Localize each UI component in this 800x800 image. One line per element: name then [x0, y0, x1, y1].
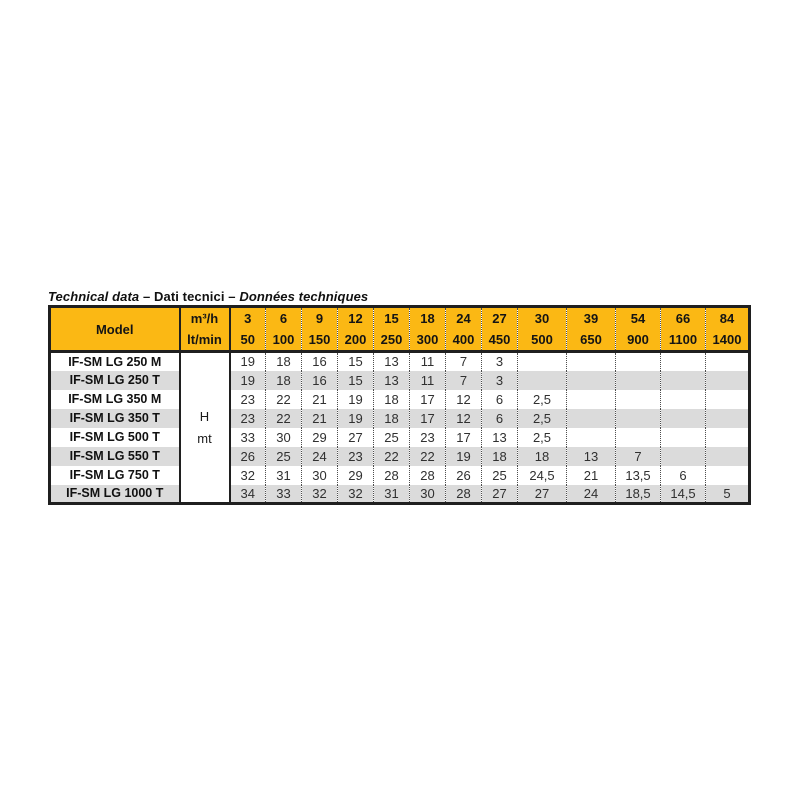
value-cell: 32 — [302, 485, 338, 504]
value-cell: 19 — [230, 371, 266, 390]
table-body — [50, 352, 750, 504]
value-cell: 18 — [374, 409, 410, 428]
flow-ltmin-value: 50 — [240, 332, 255, 347]
value-cell: 6 — [482, 390, 518, 409]
value-cell: 15 — [338, 352, 374, 371]
value-cell: 29 — [338, 466, 374, 485]
value-cell: 30 — [266, 428, 302, 447]
value-cell — [706, 390, 750, 409]
flow-m3h-value: 3 — [244, 311, 252, 326]
value-cell: 22 — [410, 447, 446, 466]
value-cell: 7 — [446, 352, 482, 371]
value-cell: 28 — [446, 485, 482, 504]
value-cell: 32 — [338, 485, 374, 504]
flow-ltmin-value: 200 — [344, 332, 367, 347]
value-cell — [567, 352, 616, 371]
flow-ltmin-value: 150 — [308, 332, 331, 347]
flow-m3h-value: 12 — [348, 311, 363, 326]
value-cell: 5 — [706, 485, 750, 504]
value-cell: 13 — [482, 428, 518, 447]
model-column-header: Model — [50, 307, 180, 352]
value-cell — [661, 409, 706, 428]
flow-header-cell-15 — [374, 307, 410, 352]
value-cell: 17 — [410, 409, 446, 428]
value-cell: 19 — [338, 409, 374, 428]
value-cell — [616, 409, 661, 428]
value-cell: 23 — [240, 391, 255, 407]
value-cell — [706, 447, 750, 466]
model-cell: IF-SM LG 250 M — [68, 354, 162, 369]
unit-header-ltmin: lt/min — [187, 332, 222, 347]
table-row — [50, 485, 750, 504]
flow-header-cell-3 — [230, 307, 266, 352]
value-cell: 7 — [616, 447, 661, 466]
value-cell: 19 — [240, 354, 255, 370]
value-cell: 16 — [302, 352, 338, 371]
value-cell: 31 — [266, 466, 302, 485]
value-cell — [616, 352, 661, 371]
flow-header-cell-39 — [567, 307, 616, 352]
value-cell — [661, 390, 706, 409]
caption-french: Données techniques — [239, 289, 369, 304]
value-cell: 19 — [338, 390, 374, 409]
unit-merged-cell — [180, 352, 230, 504]
flow-header-cell-12 — [338, 307, 374, 352]
value-cell: 31 — [374, 485, 410, 504]
flow-header-cell-54 — [616, 307, 661, 352]
table-row — [50, 371, 750, 390]
value-cell: 3 — [482, 371, 518, 390]
value-cell — [616, 371, 661, 390]
value-cell: 21 — [567, 466, 616, 485]
flow-header-cell-6 — [266, 307, 302, 352]
value-cell: 32 — [240, 467, 255, 483]
caption-english: Technical data — [48, 289, 140, 304]
flow-ltmin-value: 500 — [531, 332, 553, 347]
model-cell: IF-SM LG 750 T — [69, 468, 160, 482]
flow-m3h-value: 18 — [420, 311, 435, 326]
value-cell: 21 — [302, 409, 338, 428]
value-cell: 30 — [302, 466, 338, 485]
flow-m3h-value: 27 — [492, 311, 507, 326]
value-cell: 18 — [482, 447, 518, 466]
value-cell — [518, 371, 567, 390]
value-cell — [518, 352, 567, 371]
table-row — [50, 428, 750, 447]
value-cell: 25 — [266, 447, 302, 466]
value-cell: 25 — [374, 428, 410, 447]
flow-m3h-value: 9 — [315, 311, 324, 326]
flow-header-cell-84 — [706, 307, 750, 352]
model-cell: IF-SM LG 350 T — [50, 409, 180, 428]
flow-ltmin-value: 250 — [380, 332, 403, 347]
flow-ltmin-value: 400 — [452, 332, 475, 347]
flow-m3h-value: 84 — [719, 311, 735, 326]
value-cell — [706, 371, 750, 390]
value-cell: 14,5 — [661, 485, 706, 504]
model-cell: IF-SM LG 500 T — [69, 430, 160, 444]
caption-italian: Dati tecnici — [154, 289, 225, 304]
model-cell: IF-SM LG 1000 T — [50, 485, 180, 504]
value-cell: 22 — [266, 409, 302, 428]
value-cell: 27 — [338, 428, 374, 447]
table-row — [50, 409, 750, 428]
value-cell: 16 — [302, 371, 338, 390]
value-cell: 27 — [482, 485, 518, 504]
unit-column-header — [180, 307, 230, 352]
flow-header-cell-24 — [446, 307, 482, 352]
value-cell: 2,5 — [518, 409, 567, 428]
value-cell — [616, 390, 661, 409]
caption-separator-1: – — [139, 289, 154, 304]
flow-ltmin-value: 450 — [488, 332, 511, 347]
value-cell: 12 — [446, 390, 482, 409]
value-cell: 18 — [518, 447, 567, 466]
value-cell: 17 — [410, 390, 446, 409]
flow-m3h-value: 54 — [630, 311, 646, 326]
value-cell: 29 — [302, 428, 338, 447]
flow-header-cell-18 — [410, 307, 446, 352]
head-symbol: H — [199, 408, 210, 424]
technical-data-table — [48, 305, 751, 505]
value-cell: 33 — [240, 429, 255, 445]
table-caption — [48, 289, 368, 304]
table-row — [50, 352, 750, 371]
value-cell: 24 — [302, 447, 338, 466]
flow-m3h-value: 24 — [456, 311, 471, 326]
value-cell: 28 — [410, 466, 446, 485]
flow-m3h-value: 6 — [279, 311, 288, 326]
value-cell: 18 — [374, 390, 410, 409]
value-cell: 22 — [374, 447, 410, 466]
value-cell — [567, 371, 616, 390]
value-cell: 13 — [374, 371, 410, 390]
value-cell: 13 — [374, 352, 410, 371]
flow-ltmin-value: 1100 — [668, 332, 698, 347]
value-cell: 18 — [266, 352, 302, 371]
flow-m3h-value: 15 — [384, 311, 399, 326]
table-row — [50, 390, 750, 409]
flow-m3h-value: 39 — [583, 311, 599, 326]
model-cell: IF-SM LG 350 M — [68, 392, 162, 406]
value-cell: 15 — [338, 371, 374, 390]
value-cell: 23 — [230, 409, 266, 428]
value-cell: 24 — [567, 485, 616, 504]
value-cell — [661, 447, 706, 466]
value-cell: 27 — [518, 485, 567, 504]
value-cell — [661, 371, 706, 390]
flow-ltmin-value: 100 — [272, 332, 295, 347]
value-cell: 13 — [567, 447, 616, 466]
value-cell — [706, 428, 750, 447]
value-cell: 6 — [661, 466, 706, 485]
model-cell: IF-SM LG 550 T — [50, 447, 180, 466]
value-cell: 34 — [230, 485, 266, 504]
value-cell: 2,5 — [518, 428, 567, 447]
value-cell: 25 — [482, 466, 518, 485]
table-header-row — [50, 307, 750, 352]
value-cell: 21 — [302, 390, 338, 409]
flow-header-cell-9 — [302, 307, 338, 352]
flow-ltmin-value: 650 — [580, 332, 602, 347]
value-cell: 22 — [266, 390, 302, 409]
flow-ltmin-value: 900 — [627, 332, 649, 347]
value-cell: 19 — [446, 447, 482, 466]
value-cell — [567, 390, 616, 409]
value-cell — [616, 428, 661, 447]
value-cell: 7 — [446, 371, 482, 390]
table-row — [50, 447, 750, 466]
value-cell: 18,5 — [616, 485, 661, 504]
value-cell: 11 — [410, 371, 446, 390]
value-cell: 23 — [410, 428, 446, 447]
value-cell: 26 — [446, 466, 482, 485]
flow-header-cell-66 — [661, 307, 706, 352]
model-cell: IF-SM LG 250 T — [50, 371, 180, 390]
value-cell: 33 — [266, 485, 302, 504]
flow-header-cell-30 — [518, 307, 567, 352]
value-cell: 3 — [482, 352, 518, 371]
value-cell: 13,5 — [616, 466, 661, 485]
value-cell — [567, 409, 616, 428]
value-cell: 12 — [446, 409, 482, 428]
value-cell: 11 — [410, 352, 446, 371]
head-unit: mt — [197, 430, 212, 446]
value-cell — [706, 352, 750, 371]
value-cell: 2,5 — [518, 390, 567, 409]
table-row — [50, 466, 750, 485]
flow-m3h-value: 30 — [534, 311, 550, 326]
unit-header-m3h: m³/h — [190, 311, 219, 326]
value-cell — [661, 428, 706, 447]
value-cell — [706, 409, 750, 428]
value-cell: 28 — [374, 466, 410, 485]
flow-header-cell-27 — [482, 307, 518, 352]
value-cell: 23 — [338, 447, 374, 466]
value-cell — [567, 428, 616, 447]
value-cell: 30 — [410, 485, 446, 504]
value-cell — [661, 352, 706, 371]
value-cell: 26 — [230, 447, 266, 466]
value-cell: 24,5 — [518, 466, 567, 485]
value-cell: 6 — [482, 409, 518, 428]
value-cell — [706, 466, 750, 485]
flow-ltmin-value: 300 — [416, 332, 439, 347]
value-cell: 17 — [446, 428, 482, 447]
flow-ltmin-value: 1400 — [712, 332, 742, 347]
value-cell: 18 — [266, 371, 302, 390]
flow-m3h-value: 66 — [675, 311, 691, 326]
caption-separator-2: – — [224, 289, 240, 304]
